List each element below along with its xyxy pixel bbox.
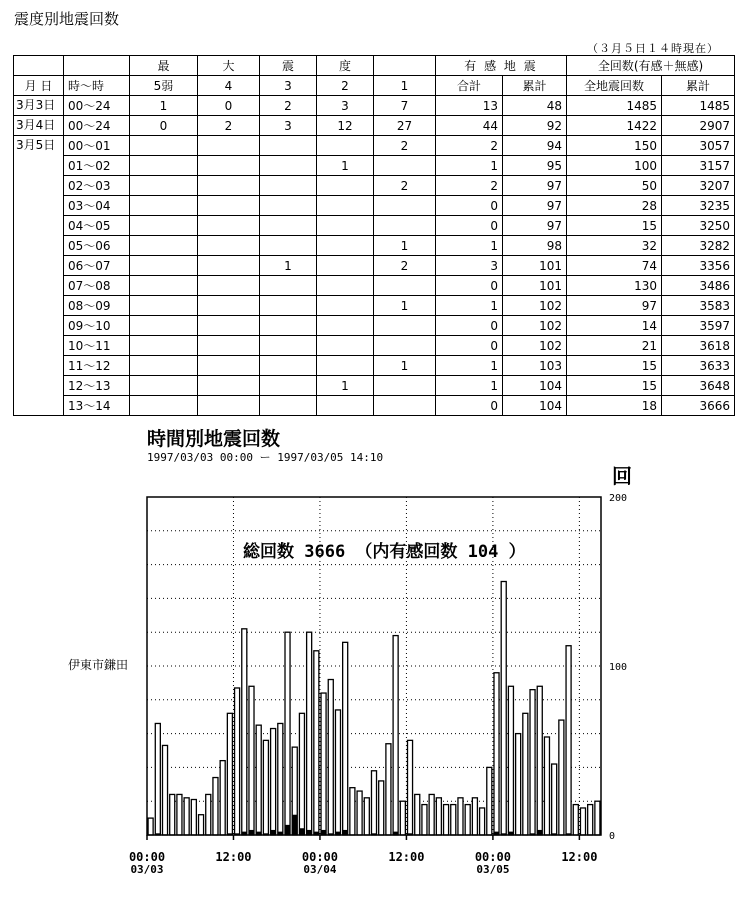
- bar-total-count: [184, 798, 189, 835]
- felt-cumulative-cell: 102: [503, 296, 567, 316]
- x-tick-label: 00:00: [474, 850, 511, 864]
- time-cell: 01～02: [64, 156, 130, 176]
- bar-total-count: [170, 794, 175, 835]
- intensity-5-cell: 0: [130, 116, 198, 136]
- felt-total-cell: 0: [436, 336, 503, 356]
- intensity-4-cell: [198, 156, 260, 176]
- bar-total-count: [408, 740, 413, 835]
- intensity-3-cell: [260, 356, 317, 376]
- felt-cumulative-cell: 104: [503, 376, 567, 396]
- bar-total-count: [436, 798, 441, 835]
- intensity-4-cell: [198, 316, 260, 336]
- time-cell: 07～08: [64, 276, 130, 296]
- table-row: [14, 96, 735, 116]
- intensity-1-cell: 2: [374, 176, 436, 196]
- felt-cumulative-cell: 102: [503, 336, 567, 356]
- intensity-1-cell: 1: [374, 296, 436, 316]
- all-cumulative-cell: 3583: [662, 296, 735, 316]
- intensity-5-cell: [130, 176, 198, 196]
- intensity-4-cell: [198, 396, 260, 416]
- time-cell: 00～24: [64, 116, 130, 136]
- bar-felt-count: [292, 815, 297, 835]
- bar-total-count: [487, 767, 492, 835]
- intensity-1-cell: 2: [374, 136, 436, 156]
- table-row: [14, 176, 735, 196]
- intensity-2-cell: [317, 196, 374, 216]
- bar-total-count: [256, 725, 261, 835]
- table-row: [14, 396, 735, 416]
- bar-total-count: [544, 737, 549, 835]
- bar-total-count: [335, 710, 340, 835]
- time-cell: 11～12: [64, 356, 130, 376]
- bar-total-count: [155, 723, 160, 835]
- table-row: [14, 376, 735, 396]
- chart-subtitle: 1997/03/03 00:00 ー 1997/03/05 14:10: [147, 451, 384, 464]
- felt-total-header: 合計: [436, 76, 503, 96]
- all-count-cell: 18: [567, 396, 662, 416]
- all-count-cell: 1485: [567, 96, 662, 116]
- bar-total-count: [559, 720, 564, 835]
- felt-cumulative-cell: 101: [503, 256, 567, 276]
- all-count-subheader: 全地震回数: [567, 76, 662, 96]
- felt-total-cell: 13: [436, 96, 503, 116]
- bar-total-count: [573, 805, 578, 835]
- bar-total-count: [566, 646, 571, 835]
- intensity-1-cell: 27: [374, 116, 436, 136]
- bar-total-count: [422, 805, 427, 835]
- intensity-4-cell: [198, 196, 260, 216]
- intensity-4-cell: [198, 256, 260, 276]
- table-row: [14, 236, 735, 256]
- bar-total-count: [386, 744, 391, 835]
- all-count-cell: 1422: [567, 116, 662, 136]
- bar-total-count: [343, 642, 348, 835]
- x-tick-label: 12:00: [388, 850, 425, 864]
- all-count-cell: 28: [567, 196, 662, 216]
- table-row: [14, 216, 735, 236]
- bar-total-count: [472, 798, 477, 835]
- bar-total-count: [480, 808, 485, 835]
- intensity-1-cell: 1: [374, 356, 436, 376]
- intensity-3-cell: [260, 276, 317, 296]
- intensity-4-cell: 2: [198, 116, 260, 136]
- intensity-3-cell: 3: [260, 116, 317, 136]
- intensity-3-cell: [260, 236, 317, 256]
- intensity-4-cell: [198, 136, 260, 156]
- intensity-1-cell: 2: [374, 256, 436, 276]
- all-cumulative-cell: 3157: [662, 156, 735, 176]
- bar-total-count: [148, 818, 153, 835]
- intensity-3-cell: [260, 156, 317, 176]
- bar-felt-count: [343, 830, 348, 835]
- intensity-3-cell: [260, 296, 317, 316]
- intensity-table: [13, 55, 735, 416]
- intensity-5-cell: [130, 316, 198, 336]
- intensity-2-cell: 1: [317, 376, 374, 396]
- bar-total-count: [415, 794, 420, 835]
- intensity-1-cell: [374, 216, 436, 236]
- table-row: [14, 356, 735, 376]
- bar-total-count: [162, 745, 167, 835]
- bar-felt-count: [271, 830, 276, 835]
- intensity-4-cell: [198, 276, 260, 296]
- felt-cumulative-cell: 97: [503, 216, 567, 236]
- intensity-2-cell: [317, 336, 374, 356]
- all-count-cell: 15: [567, 216, 662, 236]
- felt-total-cell: 0: [436, 276, 503, 296]
- y-tick-label: 100: [609, 662, 628, 673]
- all-cumulative-header: 累計: [662, 76, 735, 96]
- felt-cumulative-cell: 92: [503, 116, 567, 136]
- all-count-cell: 130: [567, 276, 662, 296]
- bar-total-count: [350, 788, 355, 835]
- time-cell: 05～06: [64, 236, 130, 256]
- bar-total-count: [191, 800, 196, 835]
- bar-total-count: [278, 723, 283, 835]
- intensity-4-cell: [198, 176, 260, 196]
- felt-header: 有 感 地 震: [436, 56, 567, 76]
- bar-total-count: [451, 805, 456, 835]
- table-row: [14, 116, 735, 136]
- felt-total-cell: 2: [436, 136, 503, 156]
- intensity-1-cell: [374, 276, 436, 296]
- all-count-cell: 50: [567, 176, 662, 196]
- intensity-1-cell: 7: [374, 96, 436, 116]
- all-cumulative-cell: 3250: [662, 216, 735, 236]
- intensity-2-cell: 12: [317, 116, 374, 136]
- all-count-cell: 150: [567, 136, 662, 156]
- bar-total-count: [393, 636, 398, 835]
- felt-total-cell: 44: [436, 116, 503, 136]
- felt-total-cell: 0: [436, 216, 503, 236]
- intensity-3-cell: [260, 316, 317, 336]
- intensity-3-cell: [260, 216, 317, 236]
- x-tick-label: 12:00: [215, 850, 252, 864]
- bar-felt-count: [285, 825, 290, 835]
- bar-total-count: [537, 686, 542, 835]
- intensity-3-cell: [260, 136, 317, 156]
- bar-total-count: [242, 629, 247, 835]
- intensity-3-cell: [260, 336, 317, 356]
- felt-cumulative-cell: 103: [503, 356, 567, 376]
- table-row: [14, 256, 735, 276]
- felt-cumulative-cell: 102: [503, 316, 567, 336]
- time-cell: 13～14: [64, 396, 130, 416]
- all-count-cell: 15: [567, 376, 662, 396]
- intensity-2-cell: [317, 256, 374, 276]
- bar-total-count: [400, 801, 405, 835]
- table-row: [14, 136, 735, 156]
- intensity-5-cell: 1: [130, 96, 198, 116]
- bar-total-count: [508, 686, 513, 835]
- x-tick-label: 12:00: [561, 850, 598, 864]
- bar-total-count: [235, 688, 240, 835]
- all-count-cell: 97: [567, 296, 662, 316]
- all-count-cell: 74: [567, 256, 662, 276]
- max-intensity-header-1: 最: [130, 56, 198, 76]
- felt-cumulative-header: 累計: [503, 76, 567, 96]
- felt-cumulative-cell: 97: [503, 176, 567, 196]
- bar-total-count: [357, 791, 362, 835]
- intensity-3-cell: 1: [260, 256, 317, 276]
- hourly-earthquake-chart: [0, 420, 739, 898]
- table-row: [14, 316, 735, 336]
- felt-total-cell: 1: [436, 356, 503, 376]
- intensity-2-cell: [317, 236, 374, 256]
- date-cell: 3月4日: [14, 116, 64, 136]
- felt-cumulative-cell: 97: [503, 196, 567, 216]
- felt-cumulative-cell: 98: [503, 236, 567, 256]
- felt-total-cell: 1: [436, 376, 503, 396]
- max-intensity-header-2: 大: [198, 56, 260, 76]
- all-count-cell: 100: [567, 156, 662, 176]
- bar-total-count: [213, 778, 218, 835]
- intensity-5-cell: [130, 236, 198, 256]
- x-tick-label: 00:00: [301, 850, 339, 864]
- intensity-2-cell: [317, 136, 374, 156]
- bar-total-count: [530, 690, 535, 835]
- intensity-3-header: 3: [260, 76, 317, 96]
- intensity-1-header: 1: [374, 76, 436, 96]
- x-date-label: 03/03: [130, 863, 164, 876]
- table-row: [14, 196, 735, 216]
- y-tick-label: 0: [609, 831, 616, 842]
- bar-total-count: [552, 764, 557, 835]
- time-cell: 10～11: [64, 336, 130, 356]
- intensity-2-cell: 1: [317, 156, 374, 176]
- bar-total-count: [371, 771, 376, 835]
- felt-total-cell: 0: [436, 316, 503, 336]
- all-cumulative-cell: 3486: [662, 276, 735, 296]
- bar-total-count: [379, 781, 384, 835]
- bar-felt-count: [321, 830, 326, 835]
- intensity-5-header: 5弱: [130, 76, 198, 96]
- intensity-2-cell: 3: [317, 96, 374, 116]
- intensity-2-cell: [317, 276, 374, 296]
- time-cell: 00～24: [64, 96, 130, 116]
- intensity-5-cell: [130, 276, 198, 296]
- total-count-annotation: 総回数 3666 （内有感回数 104 ）: [243, 542, 526, 562]
- bar-total-count: [285, 632, 290, 835]
- intensity-4-cell: [198, 296, 260, 316]
- as-of-note: （３月５日１４時現在）: [587, 42, 719, 55]
- bar-total-count: [516, 734, 521, 835]
- max-intensity-header-3: 震: [260, 56, 317, 76]
- table-row: [14, 276, 735, 296]
- intensity-2-cell: [317, 176, 374, 196]
- all-count-cell: 32: [567, 236, 662, 256]
- bar-felt-count: [537, 830, 542, 835]
- bar-total-count: [177, 794, 182, 835]
- bar-total-count: [580, 808, 585, 835]
- all-count-cell: 14: [567, 316, 662, 336]
- all-cumulative-cell: 3597: [662, 316, 735, 336]
- chart-title: 時間別地震回数: [147, 428, 281, 450]
- intensity-1-cell: [374, 336, 436, 356]
- bar-total-count: [588, 805, 593, 835]
- bar-total-count: [220, 761, 225, 835]
- intensity-4-cell: [198, 336, 260, 356]
- intensity-4-cell: [198, 236, 260, 256]
- table-header-row-1: [14, 56, 735, 76]
- intensity-1-cell: [374, 156, 436, 176]
- all-cumulative-cell: 3235: [662, 196, 735, 216]
- felt-total-cell: 2: [436, 176, 503, 196]
- y-tick-label: 200: [609, 493, 628, 504]
- time-cell: 02～03: [64, 176, 130, 196]
- bar-total-count: [595, 801, 600, 835]
- intensity-1-cell: 1: [374, 236, 436, 256]
- table-row: [14, 156, 735, 176]
- intensity-2-cell: [317, 356, 374, 376]
- felt-cumulative-cell: 94: [503, 136, 567, 156]
- bar-total-count: [458, 798, 463, 835]
- felt-cumulative-cell: 101: [503, 276, 567, 296]
- table-row: [14, 296, 735, 316]
- date-cell: 3月5日: [14, 136, 64, 416]
- intensity-5-cell: [130, 216, 198, 236]
- all-cumulative-cell: 3057: [662, 136, 735, 156]
- felt-total-cell: 0: [436, 396, 503, 416]
- x-date-label: 03/05: [476, 863, 510, 876]
- table-header-row-2: [14, 76, 735, 96]
- all-count-cell: 21: [567, 336, 662, 356]
- all-cumulative-cell: 3282: [662, 236, 735, 256]
- intensity-5-cell: [130, 196, 198, 216]
- intensity-1-cell: [374, 376, 436, 396]
- felt-total-cell: 0: [436, 196, 503, 216]
- all-count-cell: 15: [567, 356, 662, 376]
- intensity-5-cell: [130, 356, 198, 376]
- bar-total-count: [494, 673, 499, 835]
- time-cell: 06～07: [64, 256, 130, 276]
- felt-total-cell: 3: [436, 256, 503, 276]
- intensity-5-cell: [130, 396, 198, 416]
- time-cell: 12～13: [64, 376, 130, 396]
- bar-felt-count: [307, 830, 312, 835]
- intensity-2-cell: [317, 396, 374, 416]
- intensity-5-cell: [130, 136, 198, 156]
- intensity-2-cell: [317, 216, 374, 236]
- bar-total-count: [328, 680, 333, 835]
- bar-total-count: [321, 693, 326, 835]
- intensity-3-cell: [260, 396, 317, 416]
- bar-felt-count: [249, 830, 254, 835]
- intensity-1-cell: [374, 316, 436, 336]
- intensity-5-cell: [130, 296, 198, 316]
- all-cumulative-cell: 2907: [662, 116, 735, 136]
- station-label: 伊東市鎌田: [68, 658, 129, 672]
- felt-total-cell: 1: [436, 236, 503, 256]
- intensity-4-header: 4: [198, 76, 260, 96]
- felt-total-cell: 1: [436, 296, 503, 316]
- bar-total-count: [271, 729, 276, 835]
- date-cell: 3月3日: [14, 96, 64, 116]
- felt-cumulative-cell: 104: [503, 396, 567, 416]
- x-date-label: 03/04: [303, 863, 337, 876]
- intensity-3-cell: [260, 376, 317, 396]
- bar-total-count: [444, 805, 449, 835]
- intensity-2-header: 2: [317, 76, 374, 96]
- bar-total-count: [199, 815, 204, 835]
- bar-total-count: [501, 582, 506, 836]
- intensity-3-cell: 2: [260, 96, 317, 116]
- bar-total-count: [263, 740, 268, 835]
- bar-total-count: [249, 686, 254, 835]
- intensity-4-cell: [198, 356, 260, 376]
- intensity-4-cell: [198, 376, 260, 396]
- all-cumulative-cell: 1485: [662, 96, 735, 116]
- bar-total-count: [314, 651, 319, 835]
- intensity-5-cell: [130, 156, 198, 176]
- max-intensity-header-4: 度: [317, 56, 374, 76]
- bar-total-count: [523, 713, 528, 835]
- intensity-4-cell: 0: [198, 96, 260, 116]
- bar-total-count: [364, 798, 369, 835]
- time-cell: 09～10: [64, 316, 130, 336]
- time-cell: 08～09: [64, 296, 130, 316]
- time-cell: 03～04: [64, 196, 130, 216]
- felt-total-cell: 1: [436, 156, 503, 176]
- month-day-header: 月 日: [14, 76, 64, 96]
- bar-total-count: [429, 794, 434, 835]
- bar-total-count: [465, 805, 470, 835]
- intensity-2-cell: [317, 296, 374, 316]
- bar-total-count: [307, 632, 312, 835]
- time-cell: 04～05: [64, 216, 130, 236]
- y-axis-label: 回: [612, 464, 632, 488]
- bar-total-count: [299, 713, 304, 835]
- time-cell: 00～01: [64, 136, 130, 156]
- bar-total-count: [227, 713, 232, 835]
- felt-cumulative-cell: 48: [503, 96, 567, 116]
- intensity-3-cell: [260, 196, 317, 216]
- all-cumulative-cell: 3356: [662, 256, 735, 276]
- intensity-5-cell: [130, 376, 198, 396]
- intensity-5-cell: [130, 256, 198, 276]
- intensity-1-cell: [374, 396, 436, 416]
- all-cumulative-cell: 3633: [662, 356, 735, 376]
- x-tick-label: 00:00: [128, 850, 166, 864]
- felt-cumulative-cell: 95: [503, 156, 567, 176]
- all-cumulative-cell: 3207: [662, 176, 735, 196]
- intensity-1-cell: [374, 196, 436, 216]
- intensity-4-cell: [198, 216, 260, 236]
- intensity-3-cell: [260, 176, 317, 196]
- all-count-header: 全回数(有感＋無感): [567, 56, 735, 76]
- all-cumulative-cell: 3618: [662, 336, 735, 356]
- bar-felt-count: [299, 828, 304, 835]
- table-row: [14, 336, 735, 356]
- page-title: 震度別地震回数: [14, 10, 120, 28]
- hours-header: 時～時: [64, 76, 130, 96]
- all-cumulative-cell: 3648: [662, 376, 735, 396]
- bar-total-count: [206, 794, 211, 835]
- all-cumulative-cell: 3666: [662, 396, 735, 416]
- intensity-5-cell: [130, 336, 198, 356]
- intensity-2-cell: [317, 316, 374, 336]
